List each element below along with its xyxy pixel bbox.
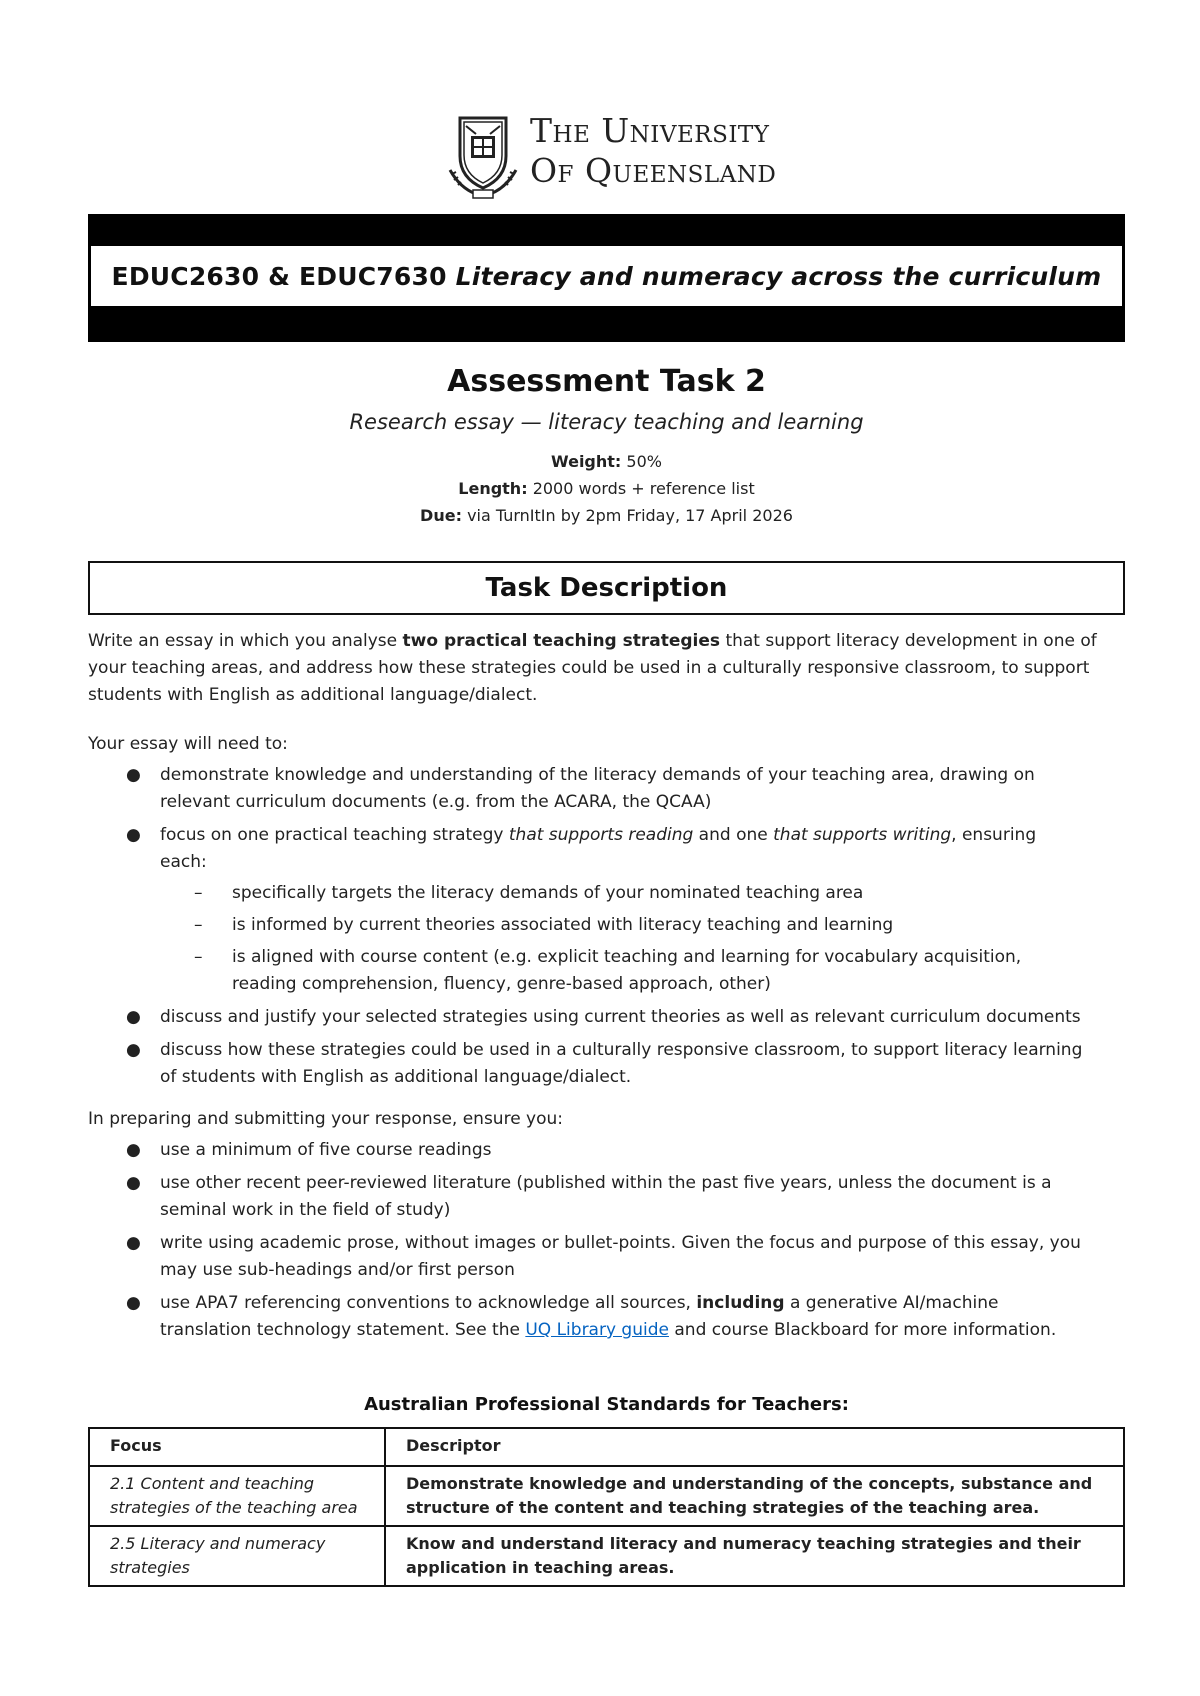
list-item — [194, 912, 1084, 939]
course-banner-inner — [91, 246, 1122, 306]
prep-text: use a minimum of five course readings — [160, 1140, 492, 1160]
bullet-icon: ● — [126, 1040, 141, 1060]
dash-icon: – — [194, 915, 203, 935]
table-header-row — [89, 1428, 1124, 1466]
need-italic-reading: that supports reading — [508, 825, 694, 845]
list-item — [124, 1290, 1084, 1344]
uq-library-guide-link[interactable]: UQ Library guide — [525, 1320, 669, 1340]
bullet-icon: ● — [126, 825, 141, 845]
course-title — [112, 262, 1102, 291]
university-name-line2: Of Queensland — [530, 151, 777, 190]
list-item — [124, 1170, 1084, 1224]
intro-bold: two practical teaching strategies — [402, 631, 721, 651]
needs-intro: Your essay will need to: — [88, 734, 288, 754]
bullet-icon: ● — [126, 1233, 141, 1253]
list-item — [124, 1230, 1084, 1284]
due-label: Due: — [420, 506, 462, 525]
list-item — [124, 1004, 1084, 1031]
task-description-box — [88, 561, 1125, 615]
weight-line — [88, 452, 1125, 471]
length-line — [88, 479, 1125, 498]
intro-text-2: that support literacy development in one of your teaching areas, and address how these strategies could be used in a culturally responsive classroom, to support students with English as additional language/dialect. — [88, 631, 1097, 705]
bullet-icon: ● — [126, 765, 141, 785]
bullet-icon: ● — [126, 1173, 141, 1193]
course-code: EDUC2630 & EDUC7630 — [111, 261, 447, 291]
need-text-end: , ensuring each: — [160, 825, 1037, 872]
need-text: demonstrate knowledge and understanding of the literacy demands of your teaching area, drawing on relevant curriculum documents (e.g. from the ACARA, the QCAA) — [160, 765, 1035, 812]
sub-text: is aligned with course content (e.g. explicit teaching and learning for vocabulary acquisition, reading comprehension, fluency, genre-based approach, other) — [232, 947, 1022, 994]
prep-list — [124, 1137, 1084, 1350]
apa-text-1: use APA7 referencing conventions to acknowledge all sources, — [160, 1293, 697, 1313]
apa-text-2: a generative AI/machine translation technology statement. See the — [160, 1293, 999, 1340]
apa-bold: including — [696, 1293, 785, 1313]
university-logo — [446, 112, 786, 202]
column-header-focus: Focus — [89, 1428, 385, 1466]
need-text: focus on one practical teaching strategy — [160, 825, 509, 845]
due-value: via TurnItIn by 2pm Friday, 17 April 2026 — [467, 506, 793, 525]
need-italic-writing: that supports writing — [773, 825, 952, 845]
need-text: discuss how these strategies could be used in a culturally responsive classroom, to support literacy learning of students with English as additional language/dialect. — [160, 1040, 1083, 1087]
weight-value: 50% — [626, 452, 662, 471]
course-name: Literacy and numeracy across the curriculum — [455, 261, 1102, 291]
descriptor-cell: Know and understand literacy and numeracy teaching strategies and their application in teaching areas. — [385, 1526, 1124, 1586]
dash-icon: – — [194, 883, 203, 903]
task-description-heading: Task Description — [485, 573, 728, 603]
needs-list — [124, 762, 1084, 1097]
table-row — [89, 1526, 1124, 1586]
prep-intro: In preparing and submitting your response, ensure you: — [88, 1109, 564, 1129]
length-label: Length: — [458, 479, 528, 498]
list-item — [194, 880, 1084, 907]
standards-title: Australian Professional Standards for Teachers: — [364, 1394, 849, 1415]
list-item — [124, 1037, 1084, 1091]
column-header-descriptor: Descriptor — [385, 1428, 1124, 1466]
assessment-heading: Assessment Task 2 — [447, 364, 766, 399]
prep-text: use other recent peer-reviewed literature (published within the past five years, unless the document is a seminal work in the field of study) — [160, 1173, 1052, 1220]
table-row — [89, 1466, 1124, 1526]
descriptor-cell: Demonstrate knowledge and understanding of the concepts, substance and structure of the content and teaching strategies of the teaching area. — [385, 1466, 1124, 1526]
list-item — [194, 944, 1084, 998]
task-intro-paragraph — [88, 628, 1128, 709]
list-item — [124, 1137, 1084, 1164]
standards-table — [88, 1427, 1125, 1587]
sub-list — [194, 880, 1084, 998]
focus-cell: 2.5 Literacy and numeracy strategies — [89, 1526, 385, 1586]
list-item — [124, 762, 1084, 816]
bullet-icon: ● — [126, 1007, 141, 1027]
crest-icon — [446, 112, 520, 200]
bullet-icon: ● — [126, 1293, 141, 1313]
sub-text: is informed by current theories associated with literacy teaching and learning — [232, 915, 894, 935]
list-item — [124, 822, 1084, 998]
bullet-icon: ● — [126, 1140, 141, 1160]
sub-text: specifically targets the literacy demands of your nominated teaching area — [232, 883, 864, 903]
need-text-mid: and one — [693, 825, 774, 845]
focus-cell: 2.1 Content and teaching strategies of the teaching area — [89, 1466, 385, 1526]
intro-text-1: Write an essay in which you analyse — [88, 631, 403, 651]
need-text: discuss and justify your selected strategies using current theories as well as relevant curriculum documents — [160, 1007, 1081, 1027]
university-name — [530, 112, 776, 190]
course-banner — [88, 214, 1125, 342]
prep-text: write using academic prose, without images or bullet-points. Given the focus and purpose of this essay, you may use sub-headings and/or first person — [160, 1233, 1081, 1280]
apa-text-3: and course Blackboard for more information. — [668, 1320, 1057, 1340]
assessment-subtitle: Research essay — literacy teaching and learning — [349, 410, 864, 434]
due-line — [88, 506, 1125, 525]
length-value: 2000 words + reference list — [532, 479, 755, 498]
university-name-line1: The University — [530, 111, 770, 150]
weight-label: Weight: — [551, 452, 622, 471]
dash-icon: – — [194, 947, 203, 967]
